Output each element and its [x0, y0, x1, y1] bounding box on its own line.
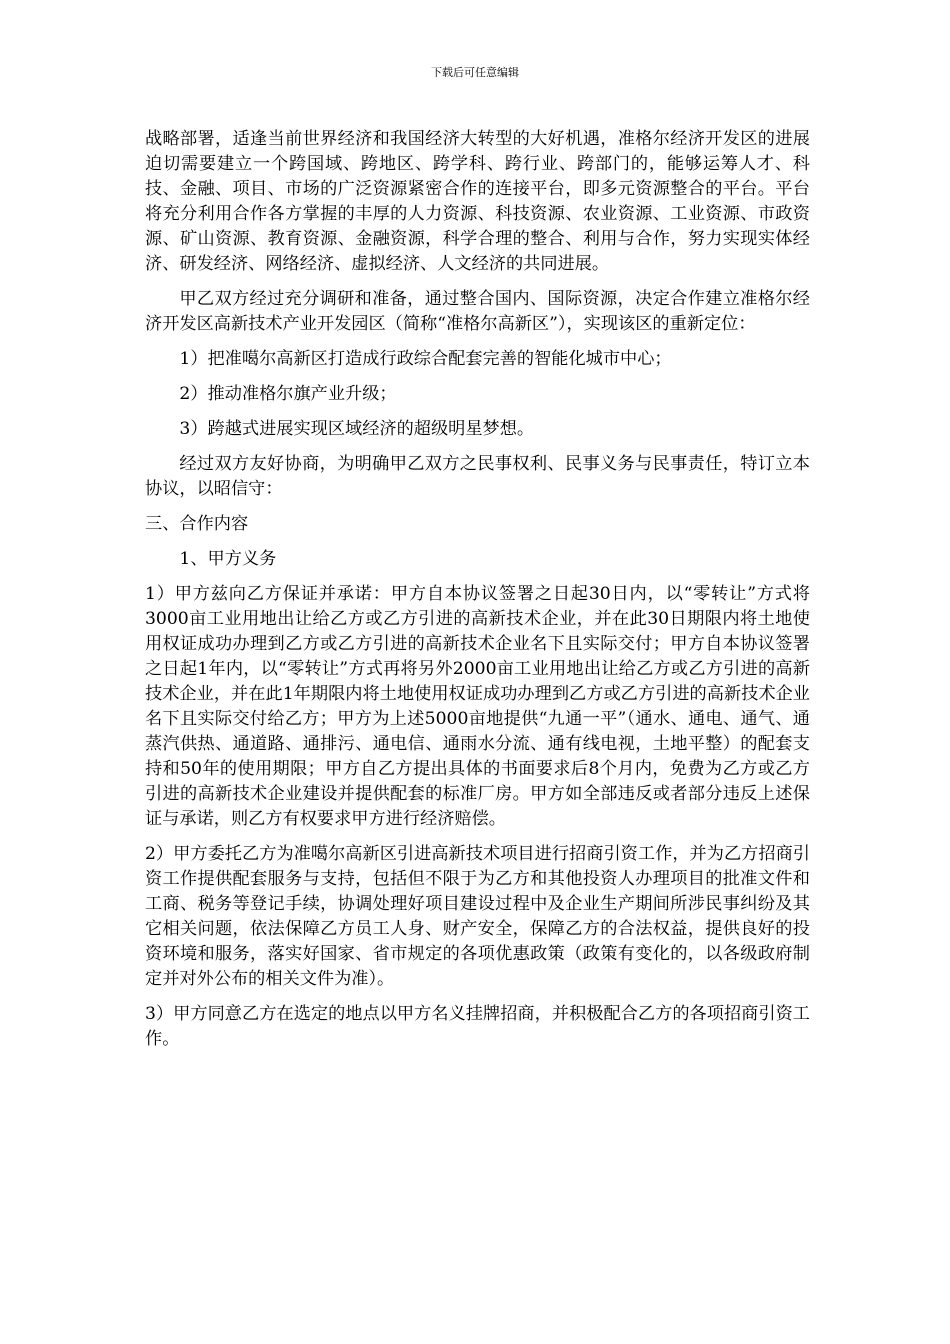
list-item: 3）跨越式进展实现区域经济的超级明星梦想。	[179, 419, 535, 439]
document-body	[145, 127, 810, 1062]
paragraph-cooperation-decision: 甲乙双方经过充分调研和准备，通过整合国内、国际资源，决定合作建立准格尔经济开发区高新技术产业开发园区（简称“准格尔高新区”），实现该区的重新定位：	[145, 289, 810, 334]
list-item: 2）推动准格尔旗产业升级；	[179, 384, 397, 404]
subsection-heading: 1、甲方义务	[179, 549, 277, 569]
section-heading: 三、合作内容	[145, 514, 249, 534]
paragraph-agreement-intro: 经过双方友好协商，为明确甲乙双方之民事权利、民事义务与民事责任，特订立本协议，以昭信守：	[145, 454, 810, 499]
clause-paragraph: 3）甲方同意乙方在选定的地点以甲方名义挂牌招商，并积极配合乙方的各项招商引资工作。	[145, 1004, 810, 1049]
page-header: 下载后可任意编辑	[431, 66, 519, 79]
list-item: 1）把准噶尔高新区打造成行政综合配套完善的智能化城市中心；	[179, 349, 672, 369]
clause-paragraph: 2）甲方委托乙方为准噶尔高新区引进高新技术项目进行招商引资工作，并为乙方招商引资工作提供配套服务与支持，包括但不限于为乙方和其他投资人办理项目的批准文件和工商、税务等登记手续，协调处理好项目建设过程中及企业生产期间所涉民事纠纷及其它相关问题，依法保障乙方员工人身、财产安全，保障乙方的合法权益，提供良好的投资环境和服务，落实好国家、省市规定的各项优惠政策（政策有变化的，以各级政府制定并对外公布的相关文件为准）。	[145, 844, 810, 989]
clause-paragraph: 1）甲方兹向乙方保证并承诺：甲方自本协议签署之日起30日内，以“零转让”方式将3000亩工业用地出让给乙方或乙方引进的高新技术企业，并在此30日期限内将土地使用权证成功办理到乙方或乙方引进的高新技术企业名下且实际交付；甲方自本协议签署之日起1年内，以“零转让”方式再将另外2000亩工业用地出让给乙方或乙方引进的高新技术企业，并在此1年期限内将土地使用权证成功办理到乙方或乙方引进的高新技术企业名下且实际交付给乙方；甲方为上述5000亩地提供“九通一平”（通水、通电、通气、通蒸汽供热、通道路、通排污、通电信、通雨水分流、通有线电视，土地平整）的配套支持和50年的使用期限；甲方自乙方提出具体的书面要求后8个月内，免费为乙方或乙方引进的高新技术企业建设并提供配套的标准厂房。甲方如全部违反或者部分违反上述保证与承诺，则乙方有权要求甲方进行经济赔偿。	[145, 584, 810, 829]
paragraph-strategy: 战略部署，适逢当前世界经济和我国经济大转型的大好机遇，准格尔经济开发区的进展迫切需要建立一个跨国域、跨地区、跨学科、跨行业、跨部门的，能够运筹人才、科技、金融、项目、市场的广泛资源紧密合作的连接平台，即多元资源整合的平台。平台将充分利用合作各方掌握的丰厚的人力资源、科技资源、农业资源、工业资源、市政资源、矿山资源、教育资源、金融资源，科学合理的整合、利用与合作，努力实现实体经济、研发经济、网络经济、虚拟经济、人文经济的共同进展。	[145, 129, 810, 274]
